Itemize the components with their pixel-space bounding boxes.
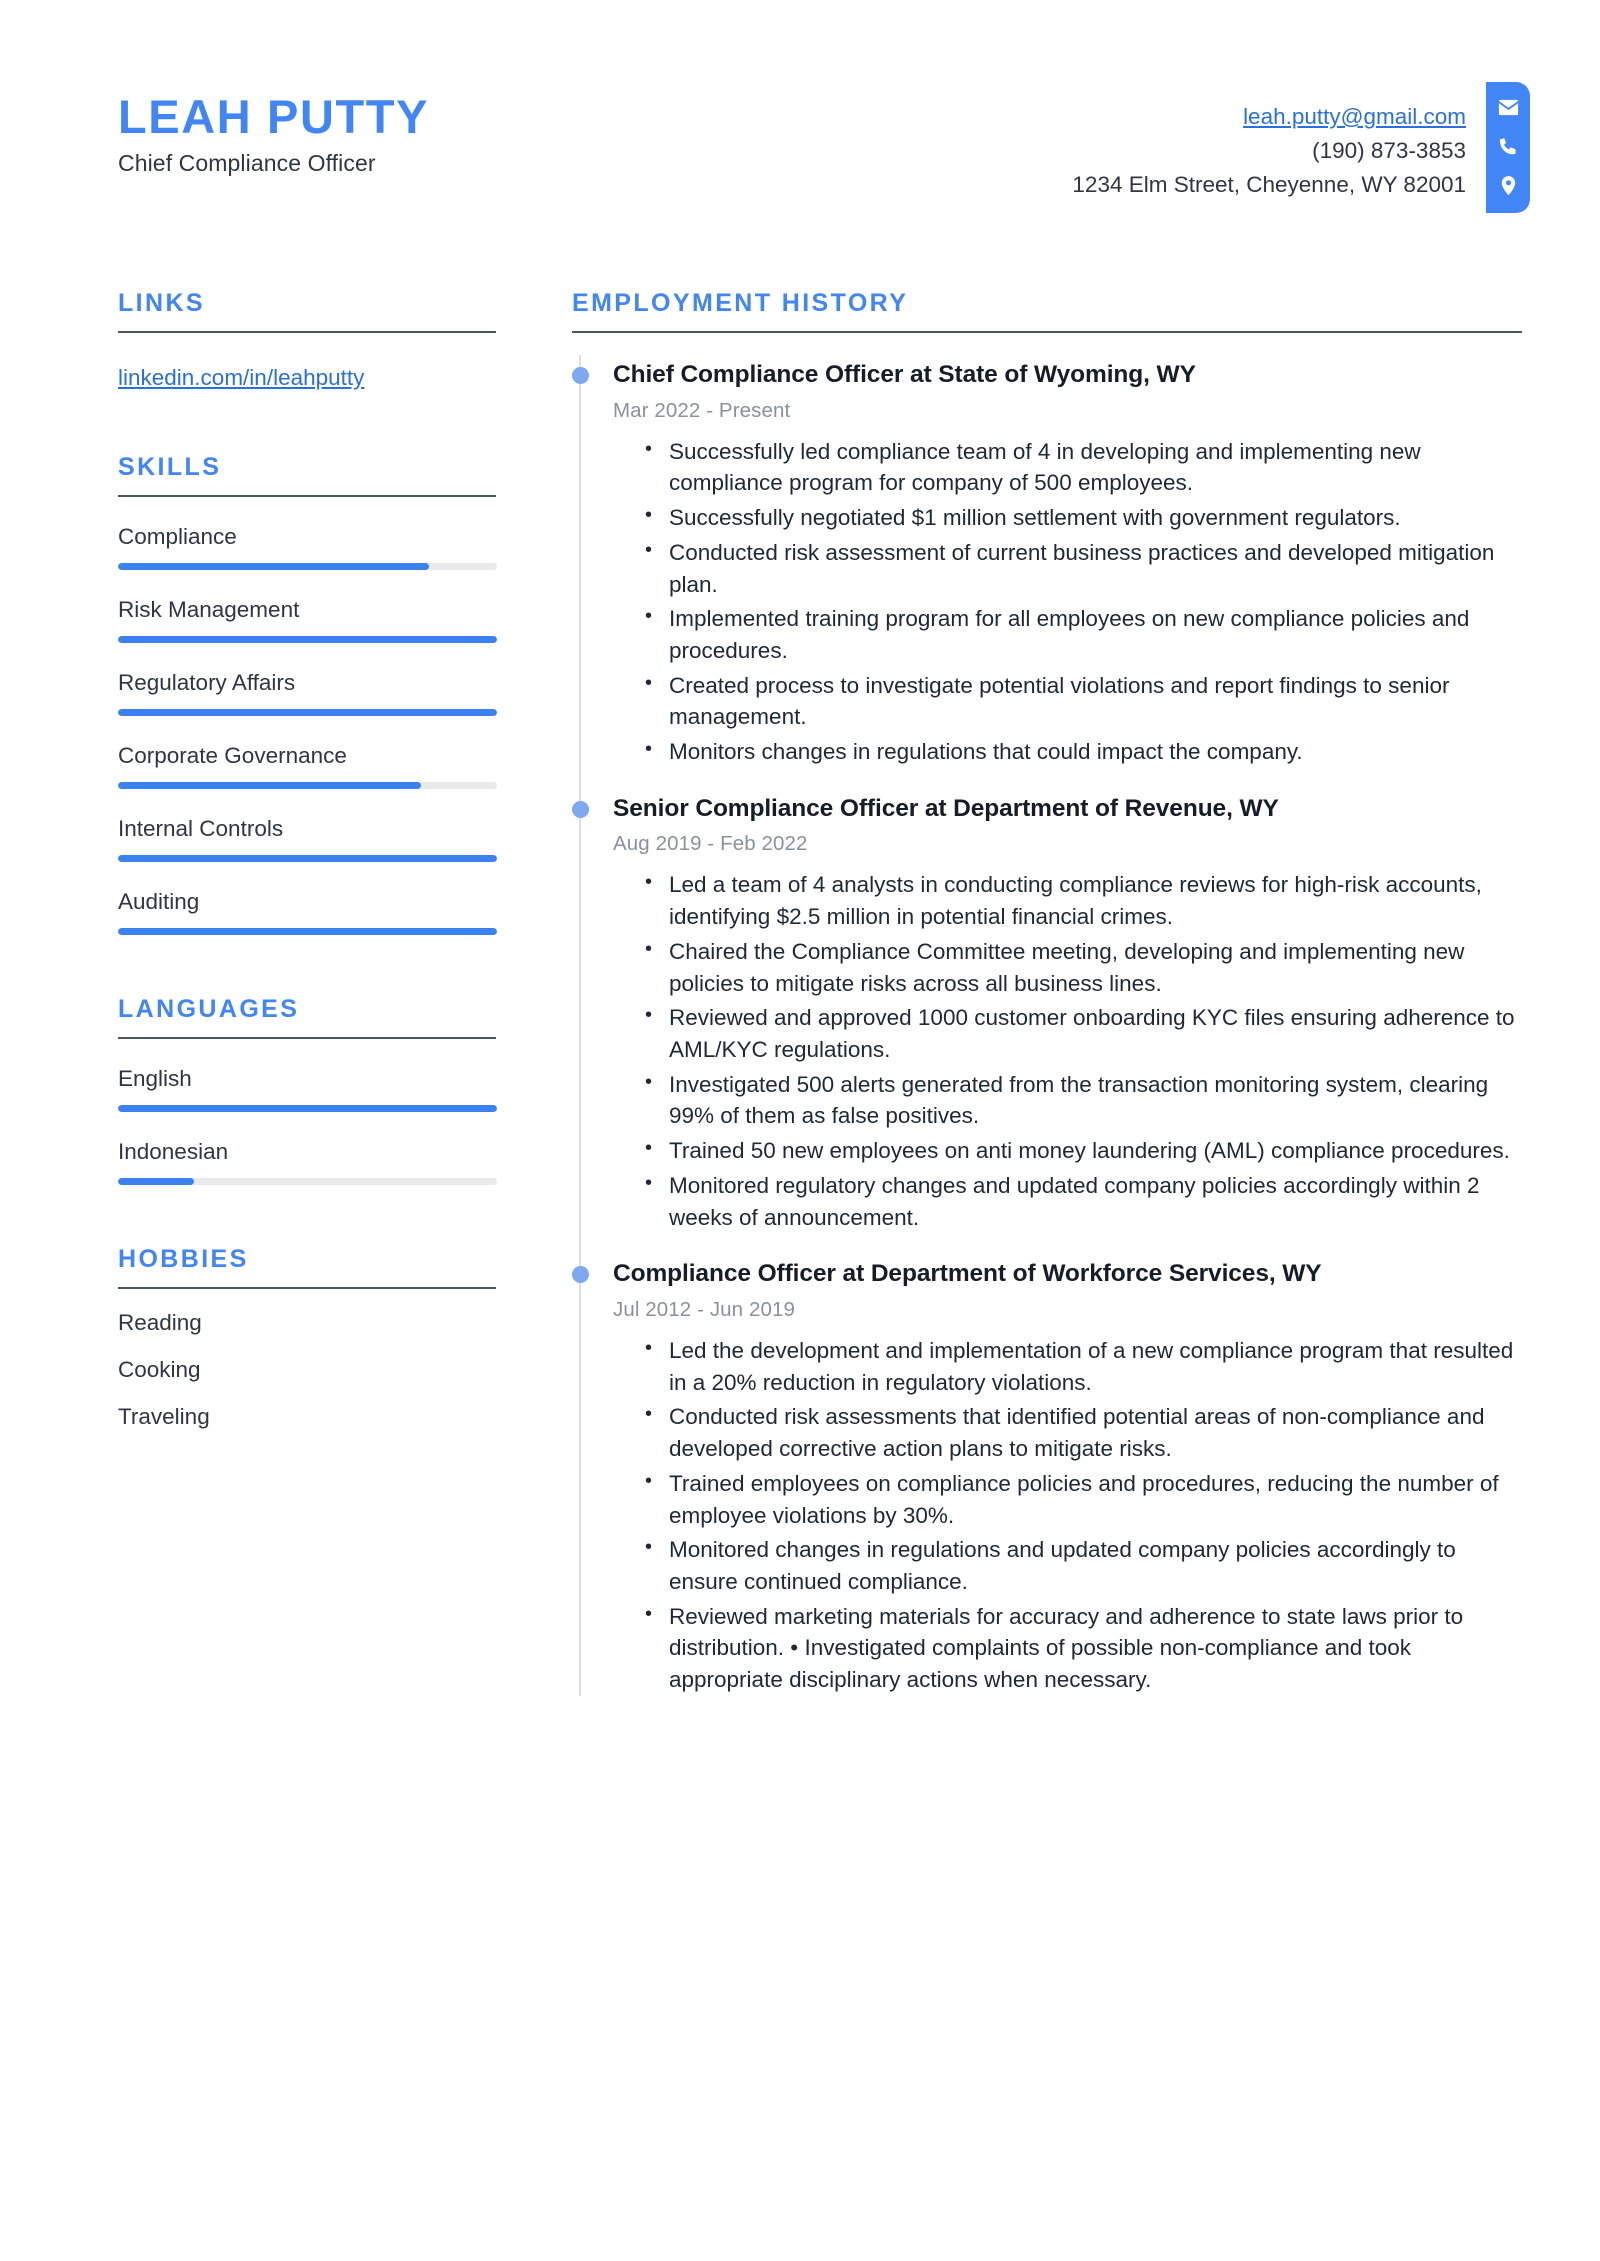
candidate-job-title: Chief Compliance Officer [118, 150, 376, 177]
job-bullet: • Conducted risk assessment of current business practices and developed mitigation plan. [645, 537, 1522, 600]
contact-block [1072, 78, 1600, 213]
job-bullet-list [613, 1335, 1522, 1696]
hobby-item: Reading [118, 1310, 202, 1335]
skill-row [118, 743, 496, 789]
skill-bar-fill [118, 709, 497, 716]
contact-email[interactable]: leah.putty@gmail.com [1243, 104, 1466, 129]
job-bullet: • Implemented training program for all employees on new compliance policies and procedures. [645, 603, 1522, 666]
section-languages [118, 995, 496, 1185]
job-entry [572, 768, 1522, 1234]
job-bullet: • Chaired the Compliance Committee meeting, developing and implementing new policies to mitigate risks across all business lines. [645, 936, 1522, 999]
skill-bar-track [118, 782, 497, 789]
skill-label: Corporate Governance [118, 743, 347, 768]
section-title-links: LINKS [118, 289, 205, 317]
timeline-dot-icon [572, 801, 589, 818]
skill-bar-fill [118, 563, 429, 570]
contact-details [1072, 78, 1486, 203]
skill-row [118, 670, 496, 716]
identity-block [118, 78, 429, 177]
skill-bar-fill [118, 782, 421, 789]
language-row [118, 1066, 496, 1112]
skill-bar-track [118, 563, 497, 570]
skill-bar-track [118, 855, 497, 862]
skill-row [118, 816, 496, 862]
language-bar-track [118, 1105, 497, 1112]
skill-label: Internal Controls [118, 816, 284, 841]
job-bullet: • Trained employees on compliance policies and procedures, reducing the number of employee violations by 30%. [645, 1468, 1522, 1531]
job-bullet: • Monitored changes in regulations and updated company policies accordingly to ensure continued compliance. [645, 1534, 1522, 1597]
hobby-item: Cooking [118, 1357, 201, 1382]
candidate-name: LEAH PUTTY [118, 90, 430, 143]
job-bullet-list [613, 869, 1522, 1233]
skill-bar-track [118, 636, 497, 643]
job-bullet: • Led a team of 4 analysts in conducting compliance reviews for high-risk accounts, identifying $2.5 million in potential financial crimes. [645, 869, 1522, 932]
skill-row [118, 597, 496, 643]
job-bullet: • Reviewed and approved 1000 customer onboarding KYC files ensuring adherence to AML/KYC regulations. [645, 1002, 1522, 1065]
location-pin-icon [1497, 174, 1520, 197]
job-bullet: • Led the development and implementation of a new compliance program that resulted in a 20% reduction in regulatory violations. [645, 1335, 1522, 1398]
job-entry [572, 1233, 1522, 1696]
contact-phone: (190) 873-3853 [1312, 138, 1466, 164]
section-title-languages: LANGUAGES [118, 995, 300, 1023]
resume-body [0, 289, 1600, 1696]
skill-row [118, 889, 496, 935]
skill-bar-fill [118, 855, 497, 862]
language-row [118, 1139, 496, 1185]
skill-bar-track [118, 928, 497, 935]
job-bullet: • Created process to investigate potential violations and report findings to senior management. [645, 670, 1522, 733]
job-bullet: • Reviewed marketing materials for accuracy and adherence to state laws prior to distribution. • Investigated complaints of possible non-compliance and took appropriate disciplinary actions when necessary. [645, 1601, 1522, 1696]
language-label: English [118, 1066, 192, 1091]
job-bullet: • Successfully led compliance team of 4 in developing and implementing new compliance program for company of 500 employees. [645, 436, 1522, 499]
job-bullet: • Investigated 500 alerts generated from the transaction monitoring system, clearing 99% of them as false positives. [645, 1069, 1522, 1132]
skill-bar-fill [118, 928, 497, 935]
section-links [118, 289, 496, 391]
contact-address: 1234 Elm Street, Cheyenne, WY 82001 [1072, 172, 1466, 198]
job-bullet: • Monitors changes in regulations that could impact the company. [645, 736, 1522, 768]
job-heading: Senior Compliance Officer at Department of Revenue, WY [613, 794, 1279, 822]
contact-icon-bar [1486, 82, 1530, 213]
job-dates: Jul 2012 - Jun 2019 [613, 1297, 795, 1321]
job-dates: Aug 2019 - Feb 2022 [613, 832, 808, 856]
section-title-employment: EMPLOYMENT HISTORY [572, 289, 909, 317]
language-bar-fill [118, 1105, 497, 1112]
section-skills [118, 453, 496, 935]
skill-label: Auditing [118, 889, 200, 914]
language-bar-track [118, 1178, 497, 1185]
skill-bar-track [118, 709, 497, 716]
link-item[interactable]: linkedin.com/in/leahputty [118, 365, 365, 390]
section-divider [118, 1287, 496, 1289]
resume-header [0, 0, 1600, 213]
timeline-dot-icon [572, 367, 589, 384]
section-employment [572, 289, 1522, 1696]
job-heading: Compliance Officer at Department of Workforce Services, WY [613, 1260, 1322, 1288]
section-divider [118, 1037, 496, 1039]
job-bullet: • Successfully negotiated $1 million settlement with government regulators. [645, 502, 1522, 534]
sidebar [118, 289, 548, 1696]
skill-label: Compliance [118, 524, 237, 549]
section-divider [118, 331, 496, 333]
timeline-dot-icon [572, 1266, 589, 1283]
job-bullet-list [613, 436, 1522, 768]
main-column [548, 289, 1600, 1696]
phone-icon [1497, 135, 1520, 158]
job-bullet: • Trained 50 new employees on anti money laundering (AML) compliance procedures. [645, 1135, 1522, 1167]
language-label: Indonesian [118, 1139, 229, 1164]
job-heading: Chief Compliance Officer at State of Wyoming, WY [613, 361, 1196, 388]
job-dates: Mar 2022 - Present [613, 398, 791, 422]
skill-row [118, 524, 496, 570]
section-hobbies [118, 1245, 496, 1430]
section-title-skills: SKILLS [118, 453, 222, 481]
envelope-icon [1497, 96, 1520, 119]
hobby-item: Traveling [118, 1404, 210, 1429]
employment-timeline [572, 333, 1522, 1696]
job-entry [572, 333, 1522, 768]
section-title-hobbies: HOBBIES [118, 1245, 249, 1273]
skill-bar-fill [118, 636, 497, 643]
language-bar-fill [118, 1178, 194, 1185]
job-bullet: • Monitored regulatory changes and updated company policies accordingly within 2 weeks of announcement. [645, 1170, 1522, 1233]
skill-label: Regulatory Affairs [118, 670, 296, 695]
skill-label: Risk Management [118, 597, 300, 622]
section-divider [118, 495, 496, 497]
job-bullet: • Conducted risk assessments that identified potential areas of non-compliance and developed corrective action plans to mitigate risks. [645, 1401, 1522, 1464]
